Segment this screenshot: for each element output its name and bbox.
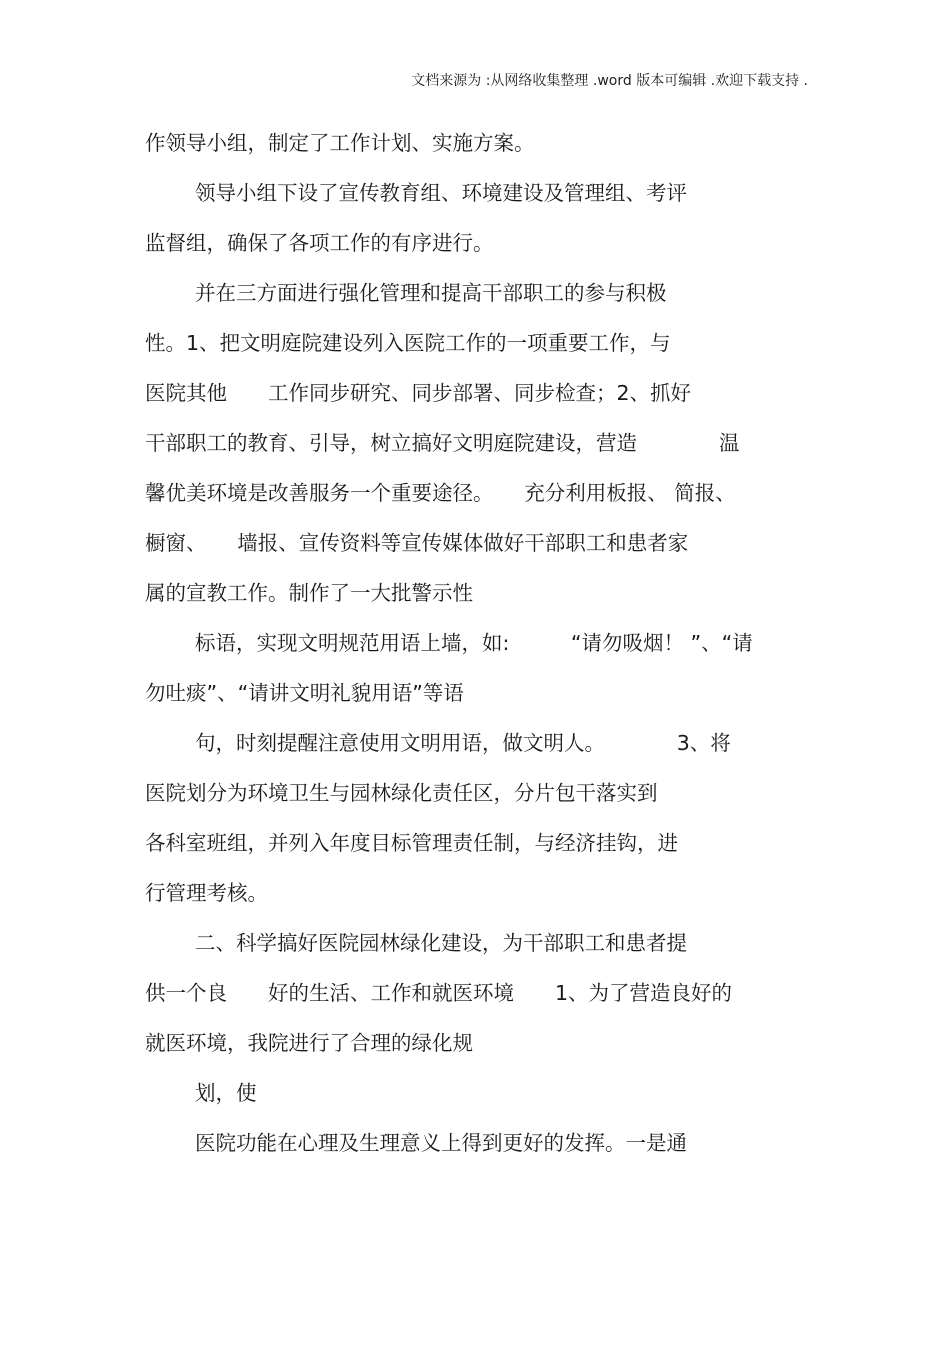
text-line: 性。1、把文明庭院建设列入医院工作的一项重要工作，与 [145,331,671,355]
text-line: 二、科学搞好医院园林绿化建设，为干部职工和患者提 [195,931,687,955]
text-line: 馨优美环境是改善服务一个重要途径。 充分利用板报、 简报、 [145,481,736,505]
text-line: 划，使 [195,1081,257,1105]
text-line: 各科室班组，并列入年度目标管理责任制，与经济挂钩，进 [145,831,678,855]
text-line: 医院其他 工作同步研究、同步部署、同步检查；2、抓好 [145,381,692,405]
text-line: 监督组，确保了各项工作的有序进行。 [145,231,494,255]
text-line: 勿吐痰”、“请讲文明礼貌用语”等语 [145,681,464,705]
page-header: 文档来源为 :从网络收集整理 .word 版本可编辑 .欢迎下载支持 . [411,73,808,89]
text-line: 就医环境，我院进行了合理的绿化规 [145,1031,473,1055]
text-line: 供一个良 好的生活、工作和就医环境 1、为了营造良好的 [145,981,733,1005]
text-line: 干部职工的教育、引导，树立搞好文明庭院建设，营造 温 [145,431,740,455]
text-line: 句，时刻提醒注意使用文明用语，做文明人。 3、将 [195,731,731,755]
text-line: 医院划分为环境卫生与园林绿化责任区，分片包干落实到 [145,781,658,805]
text-line: 标语，实现文明规范用语上墙，如: “请勿吸烟！ ”、“请 [195,631,753,655]
text-line: 属的宣教工作。制作了一大批警示性 [145,581,473,605]
text-line: 行管理考核。 [145,881,268,905]
text-line: 作领导小组，制定了工作计划、实施方案。 [145,131,535,155]
text-line: 并在三方面进行强化管理和提高干部职工的参与积极 [195,281,667,305]
text-line: 橱窗、 墙报、宣传资料等宣传媒体做好干部职工和患者家 [145,531,689,555]
text-line: 领导小组下设了宣传教育组、环境建设及管理组、考评 [195,181,687,205]
text-line: 医院功能在心理及生理意义上得到更好的发挥。一是通 [195,1131,687,1155]
